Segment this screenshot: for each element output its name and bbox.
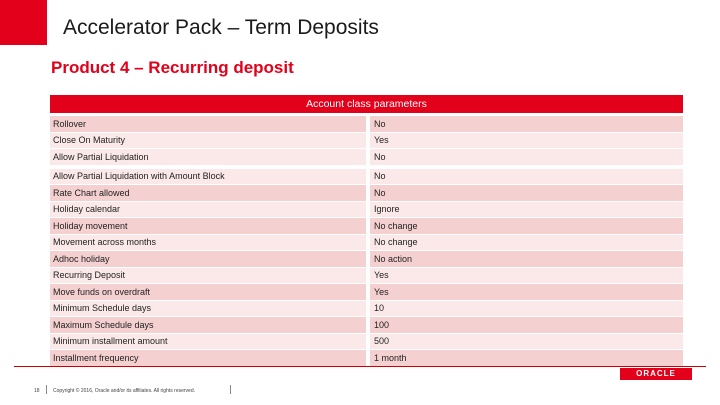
param-name: Recurring Deposit	[53, 270, 126, 281]
param-name: Installment frequency	[53, 352, 139, 363]
title-accent-bar	[0, 0, 47, 45]
table-row	[50, 284, 683, 301]
param-name: Allow Partial Liquidation	[53, 151, 149, 162]
table-row	[50, 202, 683, 219]
table-row	[50, 235, 683, 252]
param-name: Close On Maturity	[53, 135, 126, 146]
table-row	[50, 251, 683, 268]
oracle-logo: ORACLE	[620, 368, 692, 380]
param-name: Minimum Schedule days	[53, 303, 152, 314]
slide-subtitle: Product 4 – Recurring deposit	[51, 58, 294, 77]
table-row	[50, 133, 683, 150]
slide-footer	[0, 360, 720, 405]
footer-separator	[46, 385, 47, 394]
param-value: 100	[374, 319, 390, 330]
param-value: No change	[374, 220, 418, 231]
copyright-notice: Copyright © 2016, Oracle and/or its affiliates. All rights reserved.	[53, 388, 195, 394]
table-row	[50, 317, 683, 334]
param-value: No change	[374, 237, 418, 248]
param-value: 10	[374, 303, 385, 314]
param-name: Allow Partial Liquidation with Amount Block	[53, 171, 225, 182]
table-row	[50, 268, 683, 285]
slide-title: Accelerator Pack – Term Deposits	[63, 16, 379, 39]
param-value: 500	[374, 336, 390, 347]
param-name: Holiday calendar	[53, 204, 121, 215]
param-name: Move funds on overdraft	[53, 286, 151, 297]
param-value: Ignore	[374, 204, 400, 215]
table-row	[50, 116, 683, 133]
page-number: 18	[34, 388, 40, 394]
param-value: No	[374, 118, 386, 129]
table-row	[50, 334, 683, 351]
param-name: Maximum Schedule days	[53, 319, 154, 330]
param-value: Yes	[374, 286, 389, 297]
param-name: Movement across months	[53, 237, 157, 248]
param-value: No	[374, 151, 386, 162]
footer-separator	[230, 385, 231, 394]
param-name: Rollover	[53, 118, 87, 129]
table-row	[50, 218, 683, 235]
param-name: Holiday movement	[53, 220, 128, 231]
table-row	[50, 185, 683, 202]
param-name: Minimum installment amount	[53, 336, 168, 347]
param-name: Adhoc holiday	[53, 253, 110, 264]
table-row	[50, 301, 683, 318]
table-row	[50, 149, 683, 166]
table-row	[50, 169, 683, 186]
param-name: Rate Chart allowed	[53, 187, 130, 198]
param-value: No action	[374, 253, 413, 264]
param-value: Yes	[374, 135, 389, 146]
param-value: 1 month	[374, 352, 407, 363]
param-value: No	[374, 171, 386, 182]
footer-rule	[14, 366, 706, 367]
table-header: Account class parameters	[50, 95, 683, 116]
param-value: Yes	[374, 270, 389, 281]
param-value: No	[374, 187, 386, 198]
account-class-parameters-table	[50, 95, 683, 367]
